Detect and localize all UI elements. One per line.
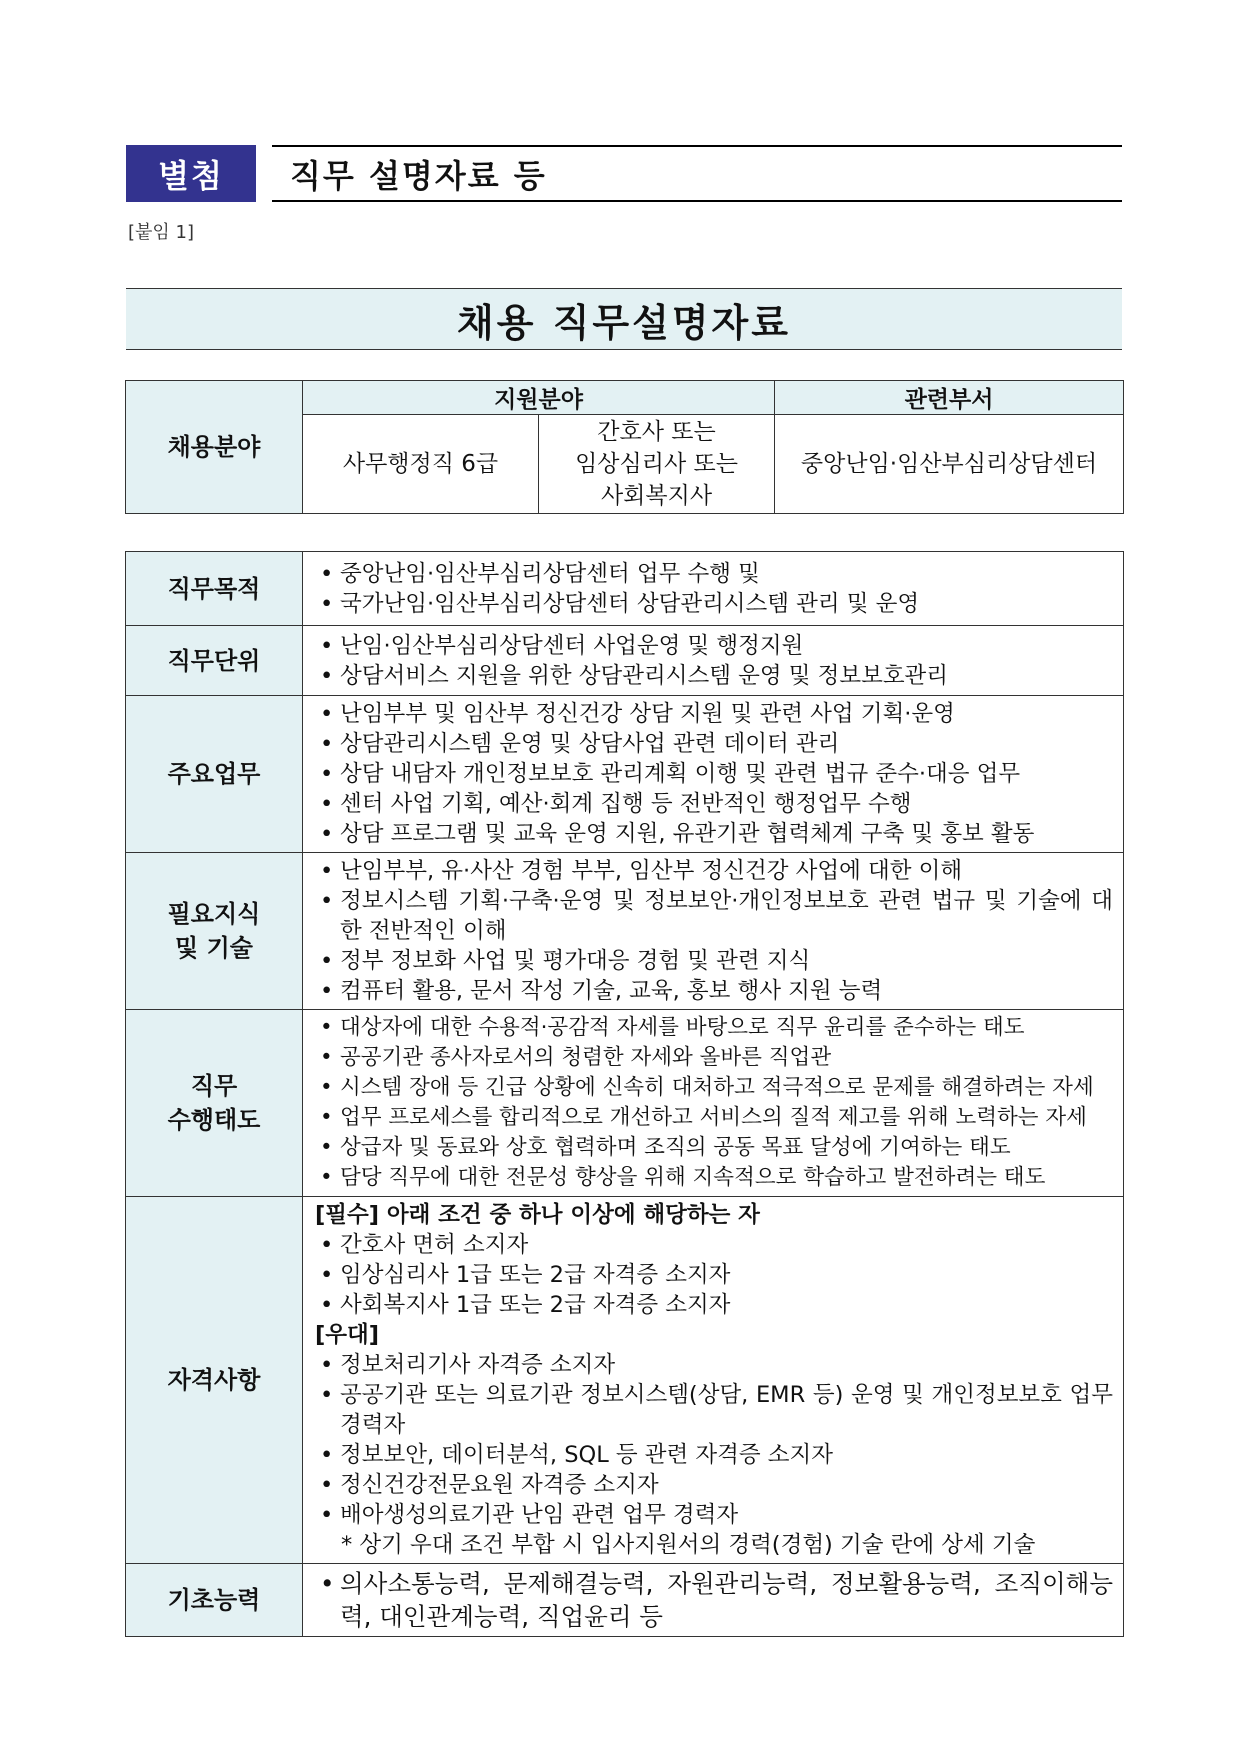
list-item: • 공공기관 또는 의료기관 정보시스템(상담, EMR 등) 운영 및 개인정보보호 업무 경력자: [315, 1380, 1113, 1440]
row-label-line: 및 기술: [175, 934, 253, 962]
list-item: • 사회복지사 1급 또는 2급 자격증 소지자: [315, 1290, 1113, 1320]
dept-header: 관련부서: [775, 381, 1124, 415]
list-item: • 정보처리기사 자격증 소지자: [315, 1350, 1113, 1380]
recruitment-label: 채용분야: [126, 381, 303, 514]
list-item: • 의사소통능력, 문제해결능력, 자원관리능력, 정보활용능력, 조직이해능력, 대인관계능력, 직업윤리 등: [315, 1567, 1113, 1633]
row-label-unit: 직무단위: [126, 626, 303, 696]
list-item: • 정신건강전문요원 자격증 소지자: [315, 1470, 1113, 1500]
list-item: • 임상심리사 1급 또는 2급 자격증 소지자: [315, 1260, 1113, 1290]
list-item: • 간호사 면허 소지자: [315, 1230, 1113, 1260]
table-row: [126, 1010, 1124, 1197]
list-item: • 업무 프로세스를 합리적으로 개선하고 서비스의 질적 제고를 위해 노력하는 자세: [315, 1103, 1113, 1133]
preferred-note: * 상기 우대 조건 부합 시 입사지원서의 경력(경험) 기술 란에 상세 기술: [341, 1532, 1036, 1558]
row-label-knowledge: [126, 853, 303, 1010]
list-item: • 중앙난임·임산부심리상담센터 업무 수행 및: [315, 559, 1113, 589]
table-row: [126, 853, 1124, 1010]
knowledge-content: [303, 853, 1124, 1010]
purpose-content: [303, 552, 1124, 626]
list-item: • 정부 정보화 사업 및 평가대응 경험 및 관련 지식: [315, 946, 1113, 976]
field-qualification-line: 간호사 또는: [597, 419, 716, 445]
list-item: • 공공기관 종사자로서의 청렴한 자세와 올바른 직업관: [315, 1043, 1113, 1073]
field-header: 지원분야: [303, 381, 775, 415]
row-label-main-tasks: 주요업무: [126, 696, 303, 853]
recruitment-table: [125, 380, 1124, 514]
table-row: [126, 696, 1124, 853]
basic-skills-content: [303, 1564, 1124, 1637]
header: [126, 145, 1122, 202]
list-item: • 센터 사업 기획, 예산·회계 집행 등 전반적인 행정업무 수행: [315, 789, 1113, 819]
section-title: 채용 직무설명자료: [126, 288, 1122, 350]
attitude-content: [303, 1010, 1124, 1197]
field-qualification: [539, 415, 775, 514]
required-title: [필수] 아래 조건 중 하나 이상에 해당하는 자: [315, 1202, 760, 1228]
unit-content: [303, 626, 1124, 696]
header-title: 직무 설명자료 등: [272, 145, 1122, 202]
list-item: • 담당 직무에 대한 전문성 향상을 위해 지속적으로 학습하고 발전하려는 태도: [315, 1163, 1113, 1193]
list-item: • 상담 내담자 개인정보보호 관리계획 이행 및 관련 법규 준수·대응 업무: [315, 759, 1113, 789]
list-item: • 상담관리시스템 운영 및 상담사업 관련 데이터 관리: [315, 729, 1113, 759]
list-item: • 난임부부, 유·사산 경험 부부, 임산부 정신건강 사업에 대한 이해: [315, 856, 1113, 886]
row-label-line: 직무: [190, 1072, 238, 1100]
list-item: • 시스템 장애 등 긴급 상황에 신속히 대처하고 적극적으로 문제를 해결하려는 자세: [315, 1073, 1113, 1103]
list-item: • 국가난임·임산부심리상담센터 상담관리시스템 관리 및 운영: [315, 589, 1113, 619]
row-label-qualifications: 자격사항: [126, 1197, 303, 1564]
list-item: • 상담 프로그램 및 교육 운영 지원, 유관기관 협력체계 구축 및 홍보 활동: [315, 819, 1113, 849]
table-row: [126, 626, 1124, 696]
list-item: • 난임·임산부심리상담센터 사업운영 및 행정지원: [315, 631, 1113, 661]
duty-table: [125, 551, 1124, 1637]
list-item: • 컴퓨터 활용, 문서 작성 기술, 교육, 홍보 행사 지원 능력: [315, 976, 1113, 1006]
preferred-title: [우대]: [315, 1322, 380, 1348]
field-admin: 사무행정직 6급: [303, 415, 539, 514]
list-item: • 대상자에 대한 수용적·공감적 자세를 바탕으로 직무 윤리를 준수하는 태도: [315, 1013, 1113, 1043]
qualifications-content: [303, 1197, 1124, 1564]
row-label-attitude: [126, 1010, 303, 1197]
row-label-purpose: 직무목적: [126, 552, 303, 626]
attachment-badge: 별첨: [126, 145, 256, 202]
list-item: • 상담서비스 지원을 위한 상담관리시스템 운영 및 정보보호관리: [315, 661, 1113, 691]
row-label-line: 필요지식: [167, 900, 261, 928]
list-item: • 상급자 및 동료와 상호 협력하며 조직의 공동 목표 달성에 기여하는 태도: [315, 1133, 1113, 1163]
field-qualification-line: 임상심리사 또는: [575, 451, 738, 477]
main-tasks-content: [303, 696, 1124, 853]
row-label-basic-skills: 기초능력: [126, 1564, 303, 1637]
list-item: • 정보시스템 기획·구축·운영 및 정보보안·개인정보보호 관련 법규 및 기술에 대한 전반적인 이해: [315, 886, 1113, 946]
table-row: [126, 552, 1124, 626]
field-qualification-line: 사회복지사: [600, 483, 713, 509]
department: 중앙난임·임산부심리상담센터: [775, 415, 1124, 514]
table-row: [126, 1197, 1124, 1564]
row-label-line: 수행태도: [167, 1106, 261, 1134]
attachment-label: [붙임 1]: [128, 222, 194, 243]
list-item: • 난임부부 및 임산부 정신건강 상담 지원 및 관련 사업 기획·운영: [315, 699, 1113, 729]
list-item: • 배아생성의료기관 난임 관련 업무 경력자: [315, 1500, 1113, 1530]
table-row: [126, 1564, 1124, 1637]
list-item: • 정보보안, 데이터분석, SQL 등 관련 자격증 소지자: [315, 1440, 1113, 1470]
